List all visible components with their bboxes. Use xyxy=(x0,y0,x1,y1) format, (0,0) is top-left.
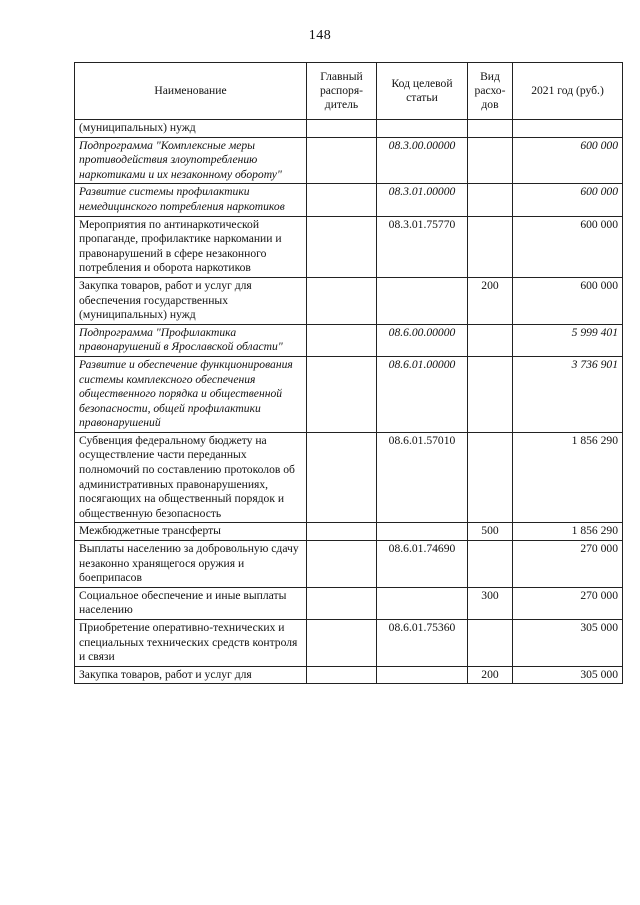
cell-amount: 270 000 xyxy=(513,587,623,619)
table-row xyxy=(75,216,623,277)
cell-code xyxy=(377,666,468,684)
cell-amount: 600 000 xyxy=(513,216,623,277)
cell-type: 300 xyxy=(468,587,513,619)
cell-type xyxy=(468,216,513,277)
cell-admin xyxy=(307,356,377,432)
header-type: Вид расхо-дов xyxy=(468,63,513,120)
cell-admin xyxy=(307,184,377,216)
cell-amount: 1 856 290 xyxy=(513,523,623,541)
header-name: Наименование xyxy=(75,63,307,120)
cell-code xyxy=(377,523,468,541)
cell-type xyxy=(468,541,513,588)
cell-admin xyxy=(307,324,377,356)
cell-admin xyxy=(307,432,377,523)
cell-name: Подпрограмма "Профилактика правонарушений в Ярославской области" xyxy=(75,324,307,356)
cell-code: 08.3.01.75770 xyxy=(377,216,468,277)
cell-name: Выплаты населению за добровольную сдачу незаконно хранящегося оружия и боеприпасов xyxy=(75,541,307,588)
cell-amount: 3 736 901 xyxy=(513,356,623,432)
header-row xyxy=(75,63,623,120)
cell-admin xyxy=(307,523,377,541)
cell-admin xyxy=(307,541,377,588)
cell-code: 08.6.01.00000 xyxy=(377,356,468,432)
cell-amount: 600 000 xyxy=(513,277,623,324)
cell-name: Субвенция федеральному бюджету на осуществление части переданных полномочий по составлению протоколов об административных правонарушениях, посягающих на общественный порядок и общественную безопасность xyxy=(75,432,307,523)
header-code: Код целевой статьи xyxy=(377,63,468,120)
header-amount: 2021 год (руб.) xyxy=(513,63,623,120)
table-header xyxy=(75,63,623,120)
table-row xyxy=(75,523,623,541)
cell-type xyxy=(468,137,513,184)
budget-table xyxy=(74,62,623,684)
cell-name: Мероприятия по антинаркотической пропаганде, профилактике наркомании и правонарушений в сфере незаконного потребления и оборота наркотиков xyxy=(75,216,307,277)
cell-name: Межбюджетные трансферты xyxy=(75,523,307,541)
cell-type: 200 xyxy=(468,666,513,684)
cell-name: (муниципальных) нужд xyxy=(75,120,307,138)
cell-name: Закупка товаров, работ и услуг для обеспечения государственных (муниципальных) нужд xyxy=(75,277,307,324)
cell-code: 08.6.01.57010 xyxy=(377,432,468,523)
cell-type xyxy=(468,356,513,432)
cell-code: 08.3.00.00000 xyxy=(377,137,468,184)
cell-code: 08.3.01.00000 xyxy=(377,184,468,216)
cell-type xyxy=(468,432,513,523)
cell-name: Социальное обеспечение и иные выплаты населению xyxy=(75,587,307,619)
cell-admin xyxy=(307,120,377,138)
table-row xyxy=(75,356,623,432)
cell-code: 08.6.01.74690 xyxy=(377,541,468,588)
table-body xyxy=(75,120,623,684)
cell-code: 08.6.00.00000 xyxy=(377,324,468,356)
cell-amount: 1 856 290 xyxy=(513,432,623,523)
cell-code xyxy=(377,120,468,138)
cell-name: Закупка товаров, работ и услуг для xyxy=(75,666,307,684)
cell-admin xyxy=(307,587,377,619)
cell-amount: 5 999 401 xyxy=(513,324,623,356)
cell-amount: 600 000 xyxy=(513,184,623,216)
cell-name: Развитие системы профилактики немедицинского потребления наркотиков xyxy=(75,184,307,216)
cell-amount xyxy=(513,120,623,138)
cell-admin xyxy=(307,666,377,684)
table-row xyxy=(75,184,623,216)
cell-type: 200 xyxy=(468,277,513,324)
cell-code xyxy=(377,277,468,324)
cell-admin xyxy=(307,137,377,184)
cell-name: Приобретение оперативно-технических и специальных технических средств контроля и связи xyxy=(75,620,307,667)
cell-code xyxy=(377,587,468,619)
cell-code: 08.6.01.75360 xyxy=(377,620,468,667)
table-row xyxy=(75,620,623,667)
header-admin: Главный распоря-дитель xyxy=(307,63,377,120)
cell-type xyxy=(468,324,513,356)
cell-type: 500 xyxy=(468,523,513,541)
table-row xyxy=(75,541,623,588)
table-row xyxy=(75,277,623,324)
cell-admin xyxy=(307,620,377,667)
table-row xyxy=(75,120,623,138)
table-row xyxy=(75,432,623,523)
cell-type xyxy=(468,184,513,216)
cell-amount: 270 000 xyxy=(513,541,623,588)
table-row xyxy=(75,587,623,619)
page-number: 148 xyxy=(308,28,332,43)
cell-admin xyxy=(307,216,377,277)
cell-amount: 305 000 xyxy=(513,620,623,667)
table-row xyxy=(75,137,623,184)
cell-amount: 305 000 xyxy=(513,666,623,684)
cell-type xyxy=(468,120,513,138)
cell-type xyxy=(468,620,513,667)
table-row xyxy=(75,666,623,684)
cell-name: Развитие и обеспечение функционирования системы комплексного обеспечения общественного порядка и общественной безопасности, общей профилактики правонарушений xyxy=(75,356,307,432)
cell-amount: 600 000 xyxy=(513,137,623,184)
cell-name: Подпрограмма "Комплексные меры противодействия злоупотреблению наркотиками и их незаконному обороту" xyxy=(75,137,307,184)
table-row xyxy=(75,324,623,356)
cell-admin xyxy=(307,277,377,324)
